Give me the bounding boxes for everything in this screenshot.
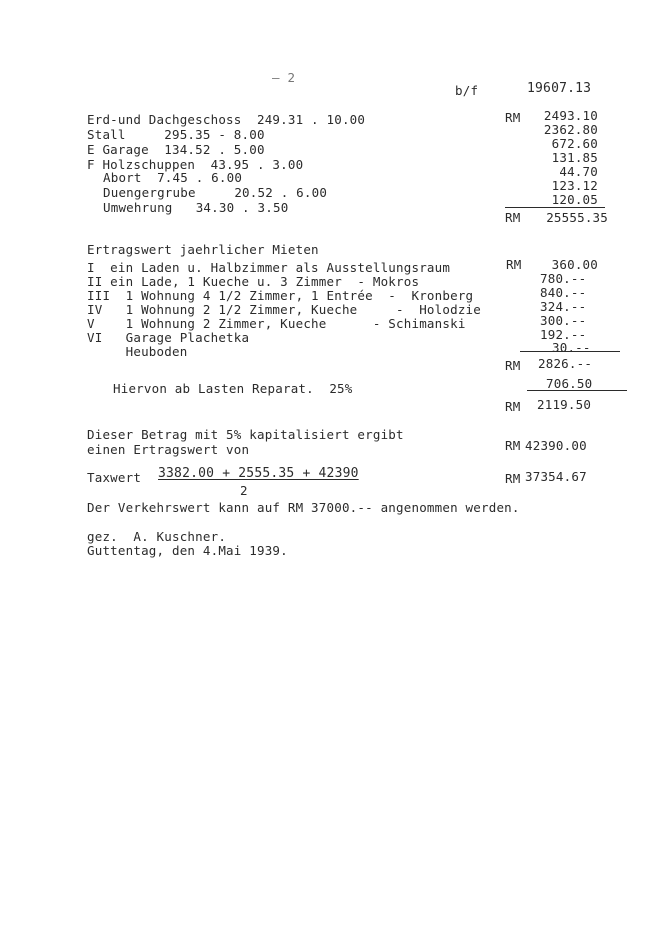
building-total-value: 25555.35 xyxy=(546,210,608,225)
rent-row-1-currency: RM xyxy=(506,257,522,272)
rent-row-6: VI Garage Plachetka xyxy=(87,330,250,345)
place-date: Guttentag, den 4.Mai 1939. xyxy=(87,543,288,558)
tax-denominator: 2 xyxy=(240,483,248,498)
tax-numerator: 3382.00 + 2555.35 + 42390 xyxy=(158,466,359,481)
building-row-7-value: 120.05 xyxy=(551,192,598,207)
rent-row-4: IV 1 Wohnung 2 1/2 Zimmer, Kueche - Holodzie xyxy=(87,302,482,317)
building-row-2-value: 2362.80 xyxy=(543,122,598,137)
rent-row-2-value: 780.-- xyxy=(540,271,587,286)
building-row-3-value: 672.60 xyxy=(551,136,598,151)
building-row-6-value: 123.12 xyxy=(551,178,598,193)
rent-row-7-value: 30.-- xyxy=(552,340,591,355)
building-row-5-value: 44.70 xyxy=(559,164,598,179)
rent-row-1: I ein Laden u. Halbzimmer als Ausstellungsraum xyxy=(87,260,451,275)
building-row-1-value: 2493.10 xyxy=(543,108,598,123)
tax-label: Taxwert xyxy=(87,470,142,485)
building-row-5: Abort 7.45 . 6.00 xyxy=(103,170,243,185)
rent-subtotal-currency: RM xyxy=(505,358,521,373)
signature-line: gez. A. Kuschner. xyxy=(87,529,227,544)
deduction-rule xyxy=(527,390,627,391)
page-mark: – 2 xyxy=(272,70,296,85)
building-row-6: Duengergrube 20.52 . 6.00 xyxy=(103,185,328,200)
building-row-3: E Garage 134.52 . 5.00 xyxy=(87,142,265,157)
capitalization-line-1: Dieser Betrag mit 5% kapitalisiert ergibt xyxy=(87,427,404,442)
rent-row-1-value: 360.00 xyxy=(551,257,598,272)
rent-heading: Ertragswert jaehrlicher Mieten xyxy=(87,242,319,257)
tax-value: 37354.67 xyxy=(525,469,587,484)
bf-value: 19607.13 xyxy=(527,81,592,96)
capitalization-value: 42390.00 xyxy=(525,438,587,453)
building-row-2: Stall 295.35 - 8.00 xyxy=(87,127,265,142)
deduction-text: Hiervon ab Lasten Reparat. 25% xyxy=(113,381,353,396)
capitalization-currency: RM xyxy=(505,438,521,453)
conclusion: Der Verkehrswert kann auf RM 37000.-- angenommen werden. xyxy=(87,500,520,515)
rent-row-7: Heuboden xyxy=(87,344,188,359)
building-total-currency: RM xyxy=(505,210,521,225)
rent-row-3-value: 840.-- xyxy=(540,285,587,300)
rent-row-4-value: 324.-- xyxy=(540,299,587,314)
deduction-value: 706.50 xyxy=(546,376,593,391)
building-row-1: Erd-und Dachgeschoss 249.31 . 10.00 xyxy=(87,112,366,127)
tax-currency: RM xyxy=(505,471,521,486)
building-row-4-value: 131.85 xyxy=(551,150,598,165)
rent-subtotal-value: 2826.-- xyxy=(538,356,593,371)
bf-label: b/f xyxy=(455,83,479,98)
net-value: 2119.50 xyxy=(537,397,592,412)
building-sum-rule xyxy=(505,207,605,208)
rent-row-5-value: 300.-- xyxy=(540,313,587,328)
rent-row-3: III 1 Wohnung 4 1/2 Zimmer, 1 Entrée - Kronberg xyxy=(87,288,474,303)
rent-row-2: II ein Lade, 1 Kueche u. 3 Zimmer - Mokros xyxy=(87,274,420,289)
building-row-7: Umwehrung 34.30 . 3.50 xyxy=(103,200,289,215)
rent-row-6-value: 192.-- xyxy=(540,327,587,342)
building-row-4: F Holzschuppen 43.95 . 3.00 xyxy=(87,157,304,172)
rent-row-5: V 1 Wohnung 2 Zimmer, Kueche - Schimanski xyxy=(87,316,466,331)
building-row-1-currency: RM xyxy=(505,110,521,125)
net-currency: RM xyxy=(505,399,521,414)
rent-sum-rule xyxy=(520,351,620,352)
capitalization-line-2: einen Ertragswert von xyxy=(87,442,250,457)
